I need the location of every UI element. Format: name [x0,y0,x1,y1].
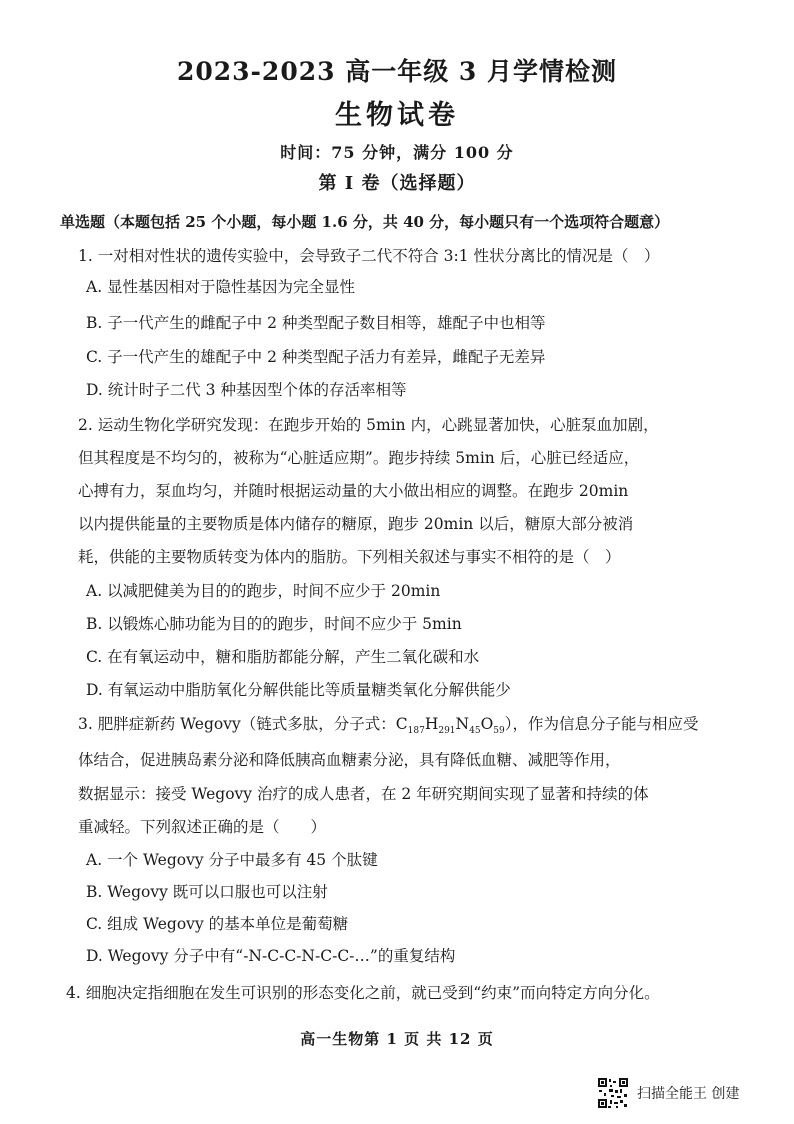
question-4-stem: 4. 细胞决定指细胞在发生可识别的形态变化之前，就已受到“约束”而向特定方向分化。 [66,984,660,1002]
question-2-stem-line: 但其程度是不均匀的，被称为“心脏适应期”。跑步持续 5min 后，心脏已经适应， [78,449,640,467]
question-2-stem-line: 2. 运动生物化学研究发现：在跑步开始的 5min 内，心跳显著加快，心脏泵血加剧， [78,416,659,434]
part-title: 第 I 卷（选择题） [318,173,476,194]
question-2-option-c: C. 在有氧运动中，糖和脂肪都能分解，产生二氧化碳和水 [86,648,480,666]
question-3-option-d: D. Wegovy 分子中有“-N-C-C-N-C-C-…”的重复结构 [86,947,456,965]
question-2-stem-line: 耗，供能的主要物质转变为体内的脂肪。下列相关叙述与事实不相符的是（ ） [78,548,621,566]
question-3-option-c: C. 组成 Wegovy 的基本单位是葡萄糖 [86,915,349,933]
question-3-stem-line: 数据显示：接受 Wegovy 治疗的成人患者，在 2 年研究期间实现了显著和持续的体 [78,785,649,803]
formula-o-count: 59 [493,726,505,737]
question-2-option-d: D. 有氧运动中脂肪氧化分解供能比等质量糖类氧化分解供能少 [86,681,511,699]
formula-c-count: 187 [407,726,425,737]
question-2-stem-line: 以内提供能量的主要物质是体内储存的糖原，跑步 20min 以后，糖原大部分被消 [78,515,634,533]
question-1-option-b: B. 子一代产生的雌配子中 2 种类型配子数目相等，雄配子中也相等 [86,314,546,332]
question-2-option-b: B. 以锻炼心肺功能为目的的跑步，时间不应少于 5min [86,615,462,633]
question-3-stem-line: 重减轻。下列叙述正确的是（ ） [78,818,327,836]
formula-n-count: 45 [469,726,481,737]
formula-h: H [424,715,439,733]
question-1-option-a: A. 显性基因相对于隐性基因为完全显性 [86,278,356,296]
formula-o: O [480,715,494,733]
question-3-option-a: A. 一个 Wegovy 分子中最多有 45 个肽键 [86,851,378,869]
exam-info: 时间：75 分钟，满分 100 分 [280,143,514,162]
question-3-stem-line: 体结合，促进胰岛素分泌和降低胰高血糖素分泌，具有降低血糖、减肥等作用， [78,751,621,769]
page-footer: 高一生物第 1 页 共 12 页 [300,1030,494,1048]
question-3-option-b: B. Wegovy 既可以口服也可以注射 [86,883,328,901]
scanner-label: 扫描全能王 创建 [637,1086,740,1102]
question-3-stem-suffix: ），作为信息分子能与相应受 [504,715,699,733]
formula-h-count: 291 [438,726,456,737]
question-1-option-d: D. 统计时子二代 3 种基因型个体的存活率相等 [86,381,407,399]
question-1-option-c: C. 子一代产生的雄配子中 2 种类型配子活力有差异，雌配子无差异 [86,348,546,366]
section-instruction: 单选题（本题包括 25 个小题，每小题 1.6 分，共 40 分，每小题只有一个选项符合题意） [60,213,670,231]
question-3-stem-prefix: 3. 肥胖症新药 Wegovy（链式多肽，分子式： [78,715,396,733]
question-1-stem: 1. 一对相对性状的遗传实验中，会导致子二代不符合 3:1 性状分离比的情况是（ ） [78,247,660,265]
subject-title: 生物试卷 [335,100,459,131]
scanner-watermark [597,1076,739,1110]
formula-c: C [395,715,408,733]
question-2-option-a: A. 以减肥健美为目的的跑步，时间不应少于 20min [86,582,441,600]
formula-n: N [455,715,470,733]
qr-code-icon [597,1077,629,1109]
question-3-stem-line-1 [78,714,754,741]
question-2-stem-line: 心搏有力，泵血均匀，并随时根据运动量的大小做出相应的调整。在跑步 20min [78,482,629,500]
exam-title: 2023-2023 高一年级 3 月学情检测 [176,57,618,86]
